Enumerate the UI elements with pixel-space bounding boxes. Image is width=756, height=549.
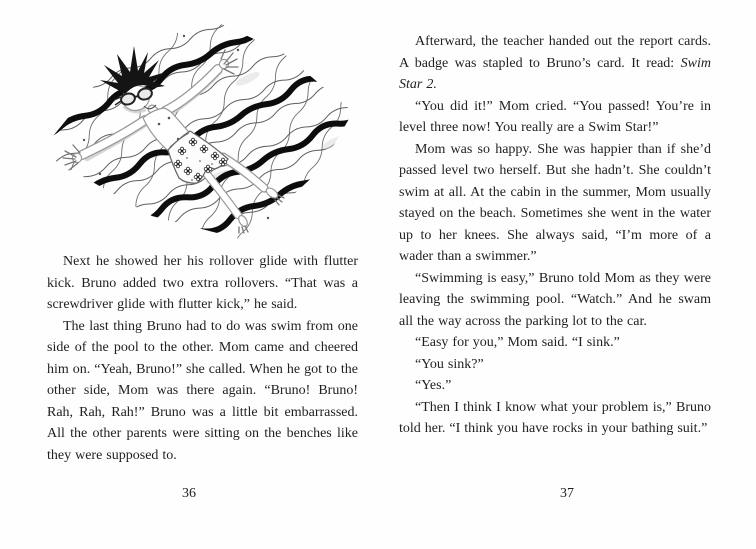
paragraph: “Easy for you,” Mom said. “I sink.” [415, 335, 620, 350]
page-number-left: 36 [182, 486, 196, 501]
paragraph: “Yes.” [415, 378, 452, 393]
page-right-text [399, 31, 711, 440]
left-foot [237, 214, 249, 233]
paragraph: “Swimming is easy,” Bruno told Mom as they were leaving the swimming pool. “Watch.” And he swam all the way across the parking lot to the car. [399, 270, 711, 329]
paragraph: Next he showed her his rollover glide with flutter kick. Bruno added two extra rollovers. “That was a screwdriver glide with flutter kick,” he said. [47, 254, 358, 312]
paragraph: The last thing Bruno had to do was swim from one side of the pool to the other. Mom came and cheered him on. “Yeah, Bruno!” she called. When he got to the other side, Mom was there again. “Bruno! Bruno! Rah, Rah, Rah!” Bruno was a little bit embarrassed. All the other parents were sitting on the benches like they were supposed to. [47, 318, 358, 463]
paragraph: Mom was so happy. She was happier than if she’d passed level two herself. But she hadn’t. She couldn’t swim at all. At the cabin in the summer, Mom usually stayed on the beach. Sometimes she went in the water up to her knees. She always said, “I’m more of a wader than a swimmer.” [399, 141, 711, 264]
pool-illustration-svg [32, 12, 356, 248]
page-left-text [47, 251, 358, 466]
paragraph: Afterward, the teacher handed out the report cards. A badge was stapled to Bruno’s card. It read: Swim Star 2. [399, 34, 711, 92]
pool-illustration [32, 12, 356, 248]
paragraph: “Then I think I know what your problem is,” Bruno told her. “I think you have rocks in your bathing suit.” [399, 399, 711, 436]
page-right [378, 0, 756, 549]
paragraph: “You did it!” Mom cried. “You passed! You’re in level three now! You really are a Swim Star!” [399, 98, 711, 135]
pool-water-pattern [32, 12, 356, 248]
paragraph: “You sink?” [415, 356, 484, 372]
page-number-right: 37 [560, 486, 574, 501]
